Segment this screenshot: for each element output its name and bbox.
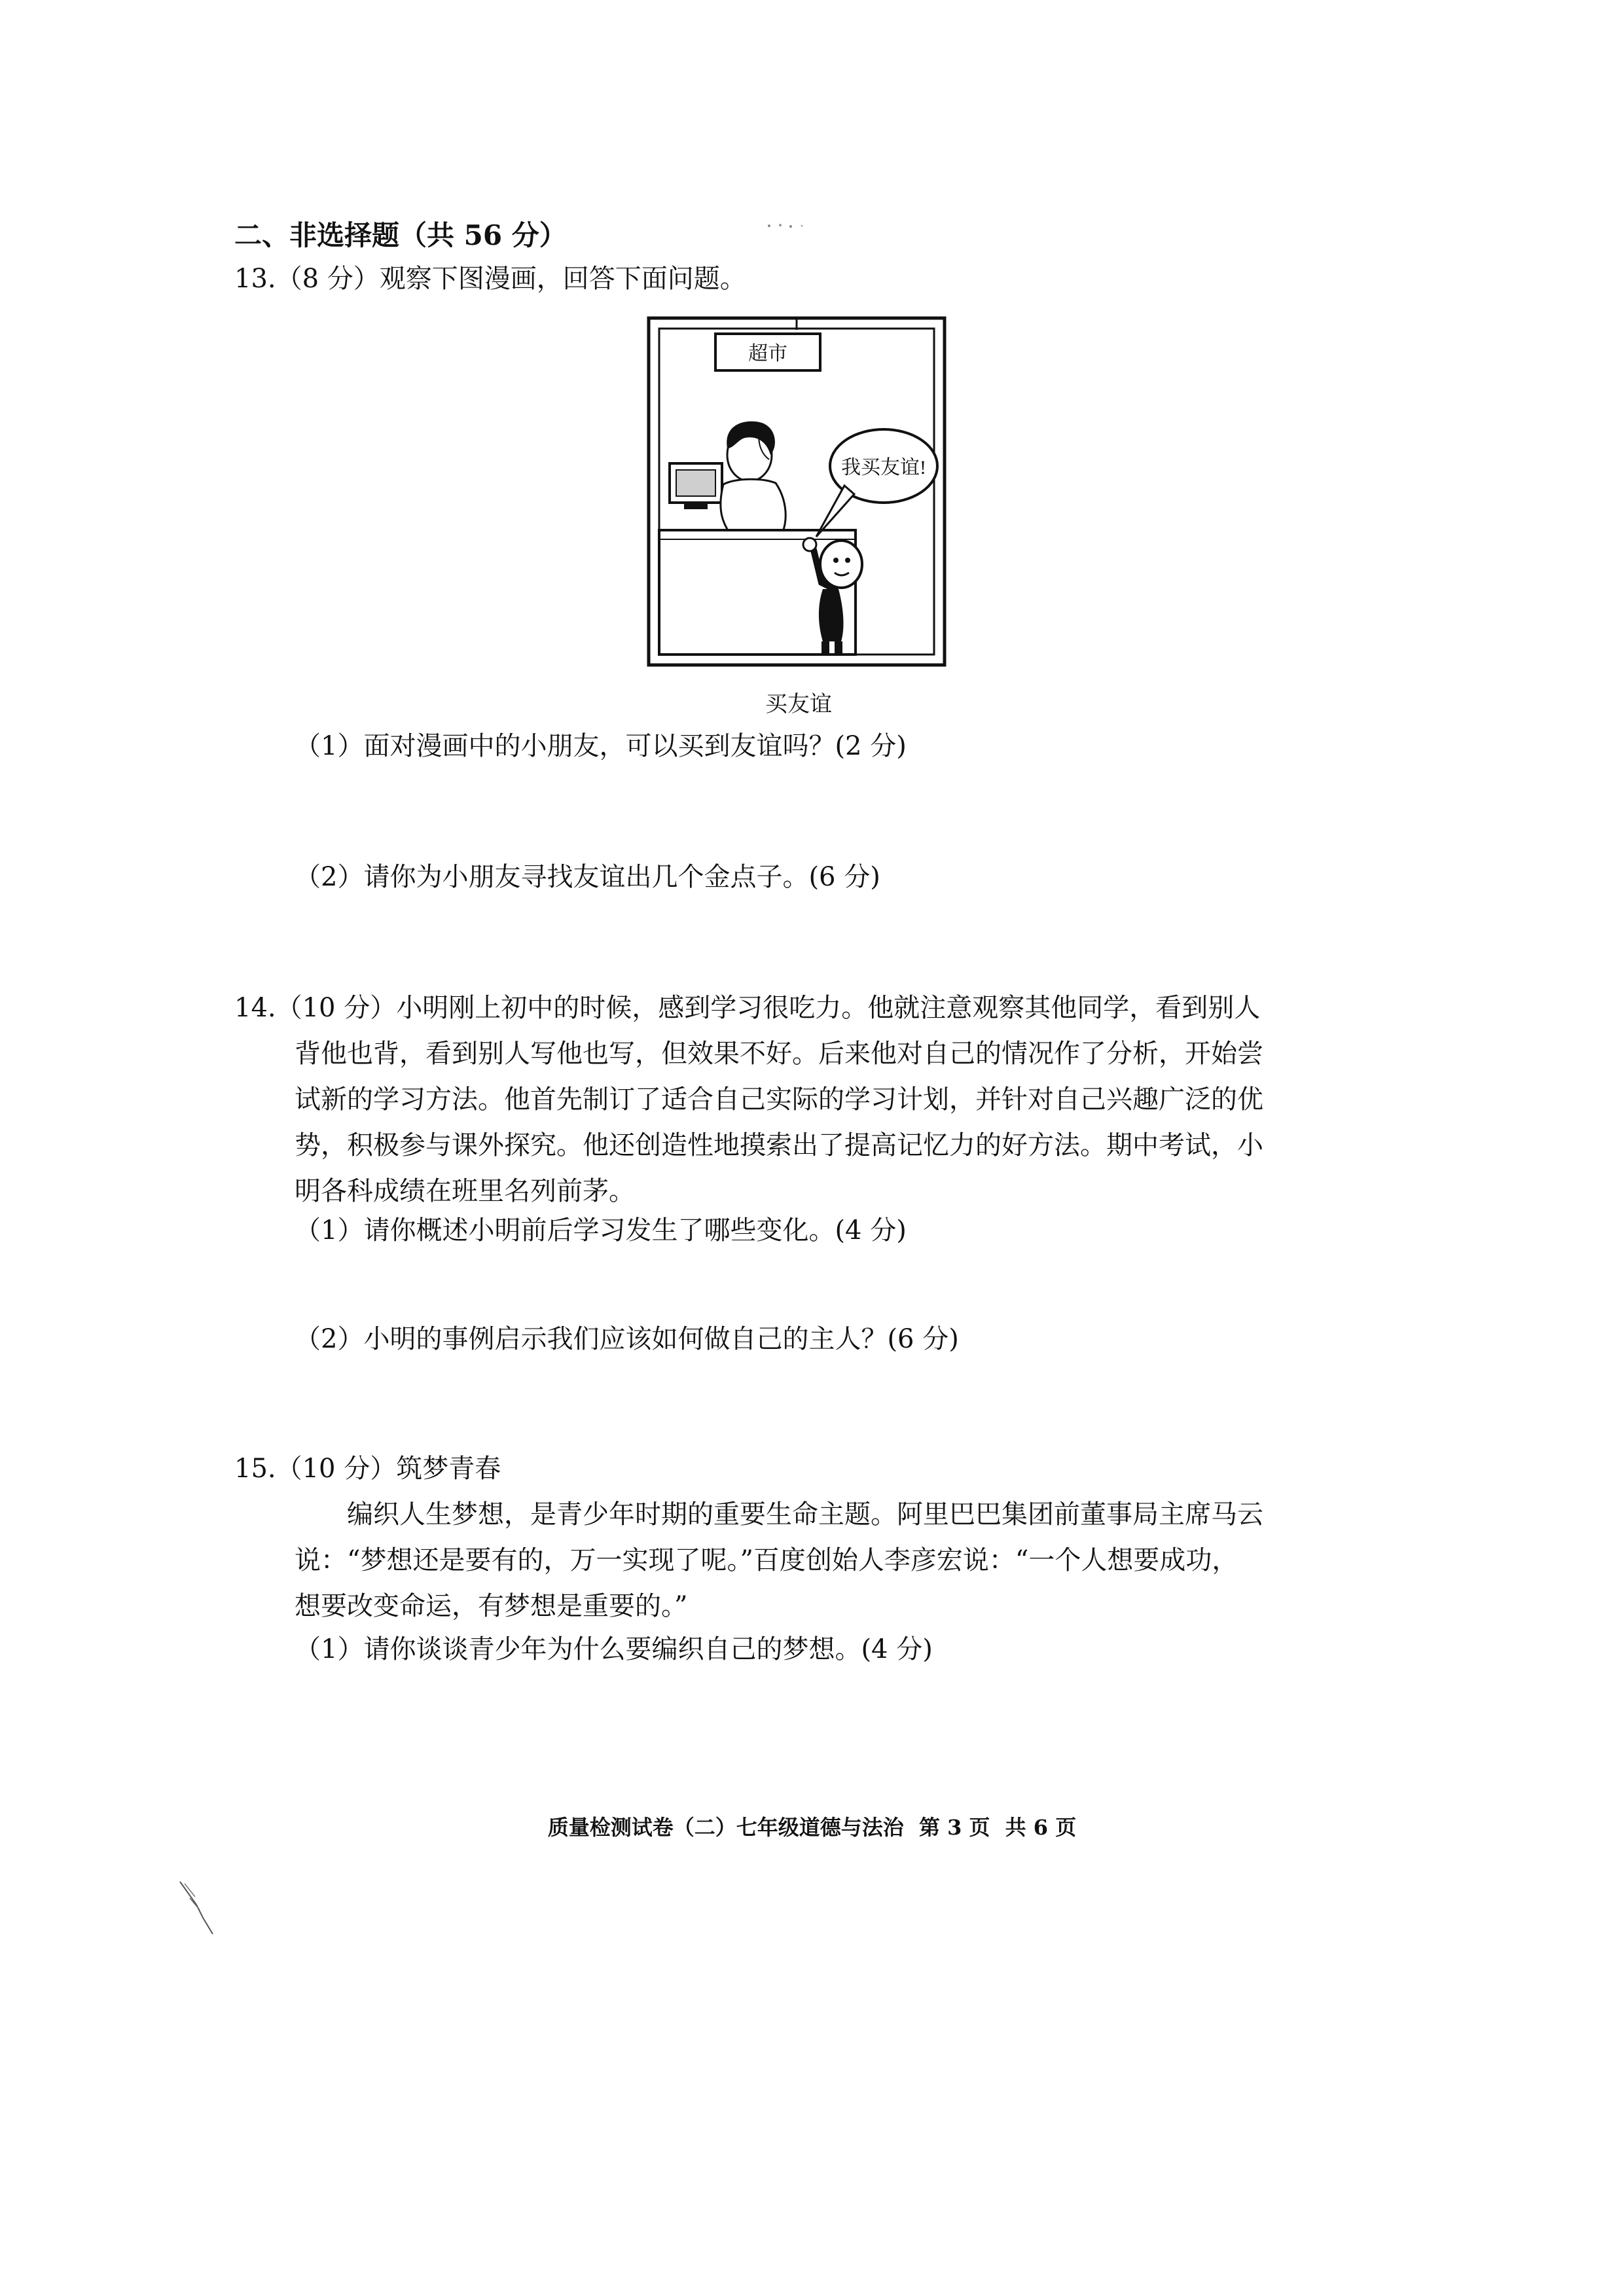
question-13-stem: 13.（8 分）观察下图漫画，回答下面问题。 bbox=[234, 264, 746, 294]
scan-scratch-decoration bbox=[177, 1878, 223, 1937]
scan-speck-decoration bbox=[766, 221, 805, 230]
footer-total-pages: 共 6 页 bbox=[1005, 1815, 1077, 1840]
question-15-line: 想要改变命运，有梦想是重要的。” bbox=[295, 1591, 688, 1621]
question-15-line: 说：“梦想还是要有的，万一实现了呢。”百度创始人李彦宏说：“一个人想要成功， bbox=[295, 1545, 1238, 1575]
cartoon-sign-text: 超市 bbox=[748, 343, 787, 365]
footer-page-number: 第 3 页 bbox=[918, 1815, 990, 1840]
question-14-sub-2: （2）小明的事例启示我们应该如何做自己的主人？(6 分) bbox=[295, 1324, 959, 1354]
footer-title: 质量检测试卷（二）七年级道德与法治 bbox=[547, 1815, 904, 1840]
cartoon-illustration bbox=[645, 314, 952, 687]
cartoon-caption: 买友谊 bbox=[765, 691, 832, 717]
page-footer bbox=[0, 1813, 1624, 1842]
question-15-sub-1: （1）请你谈谈青少年为什么要编织自己的梦想。(4 分) bbox=[295, 1634, 933, 1664]
question-14-line: 14.（10 分）小明刚上初中的时候，感到学习很吃力。他就注意观察其他同学，看到别人 bbox=[234, 993, 1261, 1023]
question-14-sub-1: （1）请你概述小明前后学习发生了哪些变化。(4 分) bbox=[295, 1215, 907, 1246]
question-15-stem: 15.（10 分）筑梦青春 bbox=[234, 1454, 501, 1484]
question-14-line: 势，积极参与课外探究。他还创造性地摸索出了提高记忆力的好方法。期中考试，小 bbox=[295, 1130, 1263, 1160]
question-15-line: 编织人生梦想，是青少年时期的重要生命主题。阿里巴巴集团前董事局主席马云 bbox=[347, 1499, 1263, 1530]
cartoon-speech-text: 我买友谊! bbox=[841, 457, 926, 478]
question-13-sub-2: （2）请你为小朋友寻找友谊出几个金点子。(6 分) bbox=[295, 862, 880, 892]
question-14-line: 明各科成绩在班里名列前茅。 bbox=[295, 1176, 635, 1206]
question-14-line: 试新的学习方法。他首先制订了适合自己实际的学习计划，并针对自己兴趣广泛的优 bbox=[295, 1085, 1263, 1115]
question-13-sub-1: （1）面对漫画中的小朋友，可以买到友谊吗？(2 分) bbox=[295, 731, 907, 761]
question-14-line: 背他也背，看到别人写他也写，但效果不好。后来他对自己的情况作了分析，开始尝 bbox=[295, 1039, 1263, 1069]
section-heading: 二、非选择题（共 56 分） bbox=[234, 219, 567, 251]
